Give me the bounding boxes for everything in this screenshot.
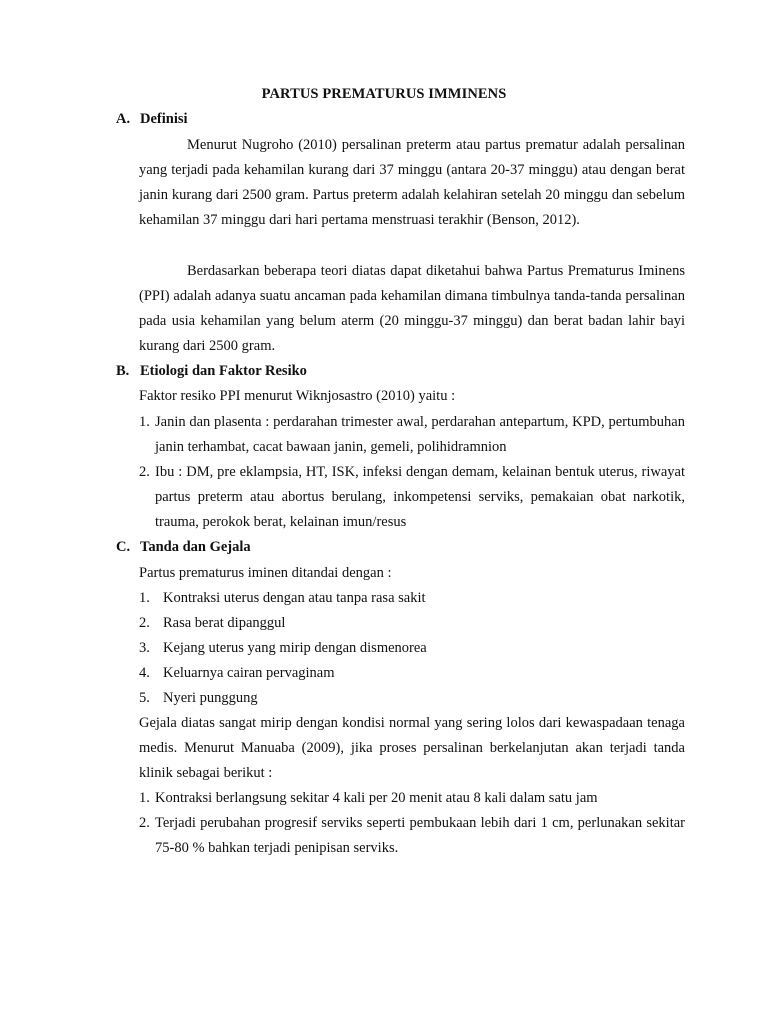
list-item-text: Kejang uterus yang mirip dengan dismenorea	[163, 640, 427, 656]
list-item-text: Nyeri punggung	[163, 690, 258, 706]
list-number: 2.	[139, 464, 150, 480]
section-b-item-1	[139, 410, 685, 460]
section-a-paragraph-2: Berdasarkan beberapa teori diatas dapat diketahui bahwa Partus Prematurus Iminens (PPI) adalah adanya suatu ancaman pada kehamilan dimana timbulnya tanda-tanda persalinan pada usia kehamilan yang belum aterm (20 minggu-37 minggu) dan berat badan lahir bayi kurang dari 2500 gram.	[139, 263, 685, 355]
list-number: 1.	[139, 790, 150, 806]
list-number: 1.	[139, 414, 150, 430]
list-number: 4.	[139, 665, 150, 681]
section-c-sign-2	[139, 811, 685, 861]
list-item-text: Keluarnya cairan pervaginam	[163, 665, 335, 681]
section-b-intro: Faktor resiko PPI menurut Wiknjosastro (2010) yaitu :	[139, 388, 456, 404]
section-a-title: Definisi	[140, 111, 188, 127]
list-number: 2.	[139, 615, 150, 631]
section-c-paragraph: Gejala diatas sangat mirip dengan kondisi normal yang sering lolos dari kewaspadaan tenaga medis. Menurut Manuaba (2009), jika proses persalinan berkelanjutan akan terjadi tanda klinik sebagai berikut :	[139, 715, 685, 782]
section-c-title: Tanda dan Gejala	[140, 539, 251, 555]
list-number: 2.	[139, 815, 150, 831]
list-item-text: Rasa berat dipanggul	[163, 615, 286, 631]
section-a-letter: A.	[116, 111, 131, 127]
section-c-item-2	[139, 611, 685, 636]
section-b-title: Etiologi dan Faktor Resiko	[140, 363, 307, 379]
list-item-text: Terjadi perubahan progresif serviks seperti pembukaan lebih dari 1 cm, perlunakan sekitar 75-80 % bahkan terjadi penipisan serviks.	[155, 815, 685, 856]
list-item-text: Janin dan plasenta : perdarahan trimester awal, perdarahan antepartum, KPD, pertumbuhan janin terhambat, cacat bawaan janin, gemeli, polihidramnion	[155, 414, 685, 455]
list-number: 1.	[139, 590, 150, 606]
section-c-intro: Partus prematurus iminen ditandai dengan :	[139, 565, 392, 581]
list-number: 3.	[139, 640, 150, 656]
section-b-heading	[116, 363, 307, 380]
list-item-text: Kontraksi uterus dengan atau tanpa rasa sakit	[163, 590, 426, 606]
section-c-heading	[116, 539, 251, 556]
section-c-letter: C.	[116, 539, 131, 555]
section-a-heading	[116, 111, 188, 128]
section-b-letter: B.	[116, 363, 130, 379]
list-item-text: Kontraksi berlangsung sekitar 4 kali per 20 menit atau 8 kali dalam satu jam	[155, 790, 598, 806]
section-c-item-4	[139, 661, 685, 686]
section-a-paragraph-1: Menurut Nugroho (2010) persalinan preterm atau partus prematur adalah persalinan yang terjadi pada kehamilan kurang dari 37 minggu (antara 20-37 minggu) atau dengan berat janin kurang dari 2500 gram. Partus preterm adalah kelahiran setelah 20 minggu dan sebelum kehamilan 37 minggu dari hari pertama menstruasi terakhir (Benson, 2012).	[139, 137, 685, 229]
section-b-item-2	[139, 460, 685, 535]
section-c-sign-1	[139, 786, 685, 811]
list-number: 5.	[139, 690, 150, 706]
section-c-item-1	[139, 586, 685, 611]
list-item-text: Ibu : DM, pre eklampsia, HT, ISK, infeksi dengan demam, kelainan bentuk uterus, riwayat partus preterm atau abortus berulang, inkompetensi serviks, pemakaian obat narkotik, trauma, perokok berat, kelainan imun/resus	[155, 464, 685, 530]
document-title: PARTUS PREMATURUS IMMINENS	[261, 86, 507, 102]
section-c-item-3	[139, 636, 685, 661]
section-c-item-5	[139, 686, 685, 711]
